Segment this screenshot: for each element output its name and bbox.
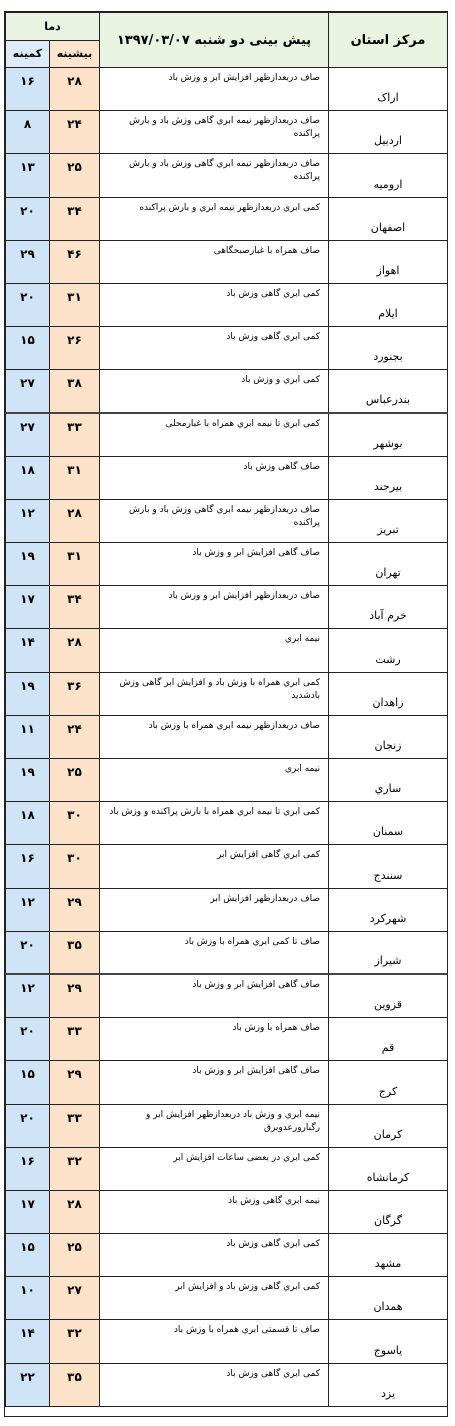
province-cell: ساري <box>329 759 448 802</box>
table-row <box>6 1018 448 1061</box>
min-temp-cell: ۱۷ <box>6 1190 50 1233</box>
table-row <box>6 240 448 283</box>
forecast-cell: نیمه ابري <box>100 629 329 672</box>
table-row <box>6 1147 448 1190</box>
max-temp-cell: ۳۰ <box>50 802 100 845</box>
table-row <box>6 586 448 629</box>
min-temp-cell: ۱۵ <box>6 1061 50 1104</box>
table-row <box>6 111 448 154</box>
max-temp-cell: ۲۵ <box>50 154 100 197</box>
min-temp-cell: ۱۹ <box>6 672 50 715</box>
forecast-cell: صاف همراه با غبارصبحگاهی <box>100 240 329 283</box>
max-temp-cell: ۳۵ <box>50 1363 100 1406</box>
table-row <box>6 1363 448 1406</box>
max-temp-cell: ۲۹ <box>50 1061 100 1104</box>
table-row <box>6 543 448 586</box>
min-temp-cell: ۲۷ <box>6 413 50 456</box>
province-cell: یاسوج <box>329 1320 448 1363</box>
max-temp-cell: ۳۶ <box>50 672 100 715</box>
min-temp-cell: ۱۵ <box>6 1234 50 1277</box>
max-temp-cell: ۳۳ <box>50 1104 100 1147</box>
table-row <box>6 1104 448 1147</box>
max-temp-cell: ۳۱ <box>50 456 100 499</box>
province-cell: اهواز <box>329 240 448 283</box>
max-temp-cell: ۳۳ <box>50 1018 100 1061</box>
province-cell: همدان <box>329 1277 448 1320</box>
province-cell: زنجان <box>329 715 448 758</box>
province-cell: گرگان <box>329 1190 448 1233</box>
min-temp-cell: ۲۹ <box>6 240 50 283</box>
province-cell: اراک <box>329 68 448 111</box>
province-cell: کرمان <box>329 1104 448 1147</box>
province-cell: قزوین <box>329 974 448 1017</box>
forecast-cell: صاف گاهی وزش باد <box>100 456 329 499</box>
max-temp-cell: ۲۷ <box>50 1277 100 1320</box>
max-temp-cell: ۳۲ <box>50 1320 100 1363</box>
forecast-cell: کمی ابري گاهی وزش باد <box>100 283 329 326</box>
max-temp-cell: ۴۶ <box>50 240 100 283</box>
min-temp-cell: ۱۶ <box>6 1147 50 1190</box>
table-row <box>6 974 448 1017</box>
min-temp-cell: ۲۲ <box>6 1363 50 1406</box>
province-cell: ایلام <box>329 283 448 326</box>
table-row <box>6 759 448 802</box>
table-row <box>6 931 448 974</box>
min-temp-cell: ۱۴ <box>6 629 50 672</box>
table-row <box>6 1061 448 1104</box>
min-temp-cell: ۱۲ <box>6 974 50 1017</box>
forecast-cell: کمی ابري تا نیمه ابري همراه با بارش پراکنده و وزش باد <box>100 802 329 845</box>
forecast-cell: کمی ابري همراه با وزش باد و افزایش ابر گاهی وزش بادشدید <box>100 672 329 715</box>
province-cell: خرم آباد <box>329 586 448 629</box>
min-temp-cell: ۱۵ <box>6 327 50 370</box>
province-cell: کرمانشاه <box>329 1147 448 1190</box>
forecast-cell: کمی ابري گاهی افزایش ابر <box>100 845 329 888</box>
min-temp-cell: ۱۶ <box>6 68 50 111</box>
table-row <box>6 845 448 888</box>
province-cell: یزد <box>329 1363 448 1406</box>
max-temp-cell: ۲۶ <box>50 327 100 370</box>
province-cell: سنندج <box>329 845 448 888</box>
province-cell: کرج <box>329 1061 448 1104</box>
table-row <box>6 327 448 370</box>
province-cell: رشت <box>329 629 448 672</box>
max-temp-cell: ۳۴ <box>50 197 100 240</box>
max-temp-cell: ۳۲ <box>50 1147 100 1190</box>
max-temp-cell: ۳۵ <box>50 931 100 974</box>
table-row <box>6 802 448 845</box>
forecast-cell: صاف دربعدازظهر نیمه ابري گاهی وزش باد و بارش پراکنده <box>100 111 329 154</box>
max-temp-cell: ۲۸ <box>50 499 100 542</box>
province-cell: ارومیه <box>329 154 448 197</box>
forecast-cell: صاف تا قسمتی ابري همراه با وزش باد <box>100 1320 329 1363</box>
province-cell: اردبیل <box>329 111 448 154</box>
min-temp-cell: ۱۷ <box>6 586 50 629</box>
province-cell: بندرعباس <box>329 370 448 413</box>
table-row <box>6 672 448 715</box>
forecast-table-frame <box>4 11 448 1417</box>
table-row <box>6 370 448 413</box>
max-temp-cell: ۳۱ <box>50 543 100 586</box>
min-temp-cell: ۲۰ <box>6 1018 50 1061</box>
forecast-cell: صاف دربعدازظهر افزایش ابر <box>100 888 329 931</box>
province-column-header: مرکز استان <box>329 13 448 68</box>
forecast-cell: نیمه ابري و وزش باد دربعدازظهر افزایش ابر و رگبارورعدوبرق <box>100 1104 329 1147</box>
min-temp-cell: ۱۴ <box>6 1320 50 1363</box>
max-temp-cell: ۳۱ <box>50 283 100 326</box>
min-temp-cell: ۱۲ <box>6 499 50 542</box>
province-cell: بوشهر <box>329 413 448 456</box>
table-row <box>6 629 448 672</box>
min-temp-cell: ۲۰ <box>6 1104 50 1147</box>
max-temp-cell: ۲۸ <box>50 629 100 672</box>
forecast-cell: کمی ابري تا نیمه ابري همراه با غبارمحلی <box>100 413 329 456</box>
forecast-cell: صاف دربعدازظهر افزایش ابر و وزش باد <box>100 586 329 629</box>
min-temp-cell: ۲۰ <box>6 283 50 326</box>
min-temp-cell: ۱۸ <box>6 456 50 499</box>
province-cell: مشهد <box>329 1234 448 1277</box>
forecast-cell: صاف دربعدازظهر نیمه ابري گاهی وزش باد و بارش پراکنده <box>100 499 329 542</box>
min-temp-cell: ۸ <box>6 111 50 154</box>
forecast-cell: صاف تا کمی ابري همراه با وزش باد <box>100 931 329 974</box>
weather-forecast-table <box>5 12 448 1407</box>
table-row <box>6 1234 448 1277</box>
table-row <box>6 456 448 499</box>
max-temp-cell: ۲۹ <box>50 974 100 1017</box>
min-temp-cell: ۱۰ <box>6 1277 50 1320</box>
min-temp-cell: ۱۱ <box>6 715 50 758</box>
max-temp-cell: ۳۴ <box>50 586 100 629</box>
forecast-cell: صاف گاهی افزایش ابر و وزش باد <box>100 1061 329 1104</box>
province-cell: اصفهان <box>329 197 448 240</box>
forecast-rows <box>6 68 448 1407</box>
min-temp-cell: ۲۰ <box>6 197 50 240</box>
province-cell: زاهدان <box>329 672 448 715</box>
min-temp-cell: ۲۰ <box>6 931 50 974</box>
min-temp-cell: ۱۹ <box>6 543 50 586</box>
province-cell: شیراز <box>329 931 448 974</box>
table-row <box>6 888 448 931</box>
forecast-cell: کمی ابري دربعدازظهر نیمه ابري و بارش پراکنده <box>100 197 329 240</box>
min-temp-cell: ۱۳ <box>6 154 50 197</box>
province-cell: بیرجند <box>329 456 448 499</box>
forecast-cell: کمی ابري گاهی وزش باد <box>100 1363 329 1406</box>
forecast-cell: صاف گاهی افزایش ابر و وزش باد <box>100 543 329 586</box>
table-row <box>6 154 448 197</box>
table-row <box>6 197 448 240</box>
max-temp-cell: ۲۹ <box>50 888 100 931</box>
max-temp-cell: ۲۵ <box>50 759 100 802</box>
max-temp-header: بیشینه <box>50 40 100 68</box>
max-temp-cell: ۲۸ <box>50 1190 100 1233</box>
forecast-cell: نیمه ابري گاهی وزش باد <box>100 1190 329 1233</box>
forecast-cell: نیمه ابري <box>100 759 329 802</box>
province-cell: بجنورد <box>329 327 448 370</box>
min-temp-cell: ۱۸ <box>6 802 50 845</box>
table-row <box>6 715 448 758</box>
forecast-cell: صاف دربعدازظهر نیمه ابري همراه با وزش باد <box>100 715 329 758</box>
table-row <box>6 413 448 456</box>
min-temp-cell: ۱۹ <box>6 759 50 802</box>
max-temp-cell: ۳۳ <box>50 413 100 456</box>
max-temp-cell: ۳۰ <box>50 845 100 888</box>
table-row <box>6 1320 448 1363</box>
temperature-group-header: دما <box>6 13 100 41</box>
province-cell: شهرکرد <box>329 888 448 931</box>
max-temp-cell: ۲۴ <box>50 111 100 154</box>
forecast-cell: کمی ابري و وزش باد <box>100 370 329 413</box>
forecast-cell: صاف همراه با وزش باد <box>100 1018 329 1061</box>
forecast-cell: کمی ابري گاهی وزش باد و افزایش ابر <box>100 1277 329 1320</box>
table-row <box>6 1190 448 1233</box>
forecast-cell: کمی ابري در بعضی ساعات افزایش ابر <box>100 1147 329 1190</box>
max-temp-cell: ۲۴ <box>50 715 100 758</box>
forecast-cell: کمی ابري گاهی وزش باد <box>100 327 329 370</box>
forecast-title: پیش بینی دو شنبه ۱۳۹۷/۰۳/۰۷ <box>100 13 329 68</box>
forecast-cell: صاف گاهی افزایش ابر و وزش باد <box>100 974 329 1017</box>
table-row <box>6 499 448 542</box>
table-row <box>6 68 448 111</box>
forecast-cell: کمی ابري گاهی وزش باد <box>100 1234 329 1277</box>
min-temp-cell: ۱۲ <box>6 888 50 931</box>
max-temp-cell: ۲۵ <box>50 1234 100 1277</box>
max-temp-cell: ۲۸ <box>50 68 100 111</box>
forecast-cell: صاف دربعدازظهر نیمه ابري گاهی وزش باد و بارش پراکنده <box>100 154 329 197</box>
province-cell: سمنان <box>329 802 448 845</box>
max-temp-cell: ۳۸ <box>50 370 100 413</box>
min-temp-cell: ۱۶ <box>6 845 50 888</box>
min-temp-cell: ۲۷ <box>6 370 50 413</box>
table-row <box>6 1277 448 1320</box>
min-temp-header: کمینه <box>6 40 50 68</box>
province-cell: قم <box>329 1018 448 1061</box>
forecast-cell: صاف دربعدازظهر افزایش ابر و وزش باد <box>100 68 329 111</box>
table-row <box>6 283 448 326</box>
province-cell: تهران <box>329 543 448 586</box>
province-cell: تبریز <box>329 499 448 542</box>
